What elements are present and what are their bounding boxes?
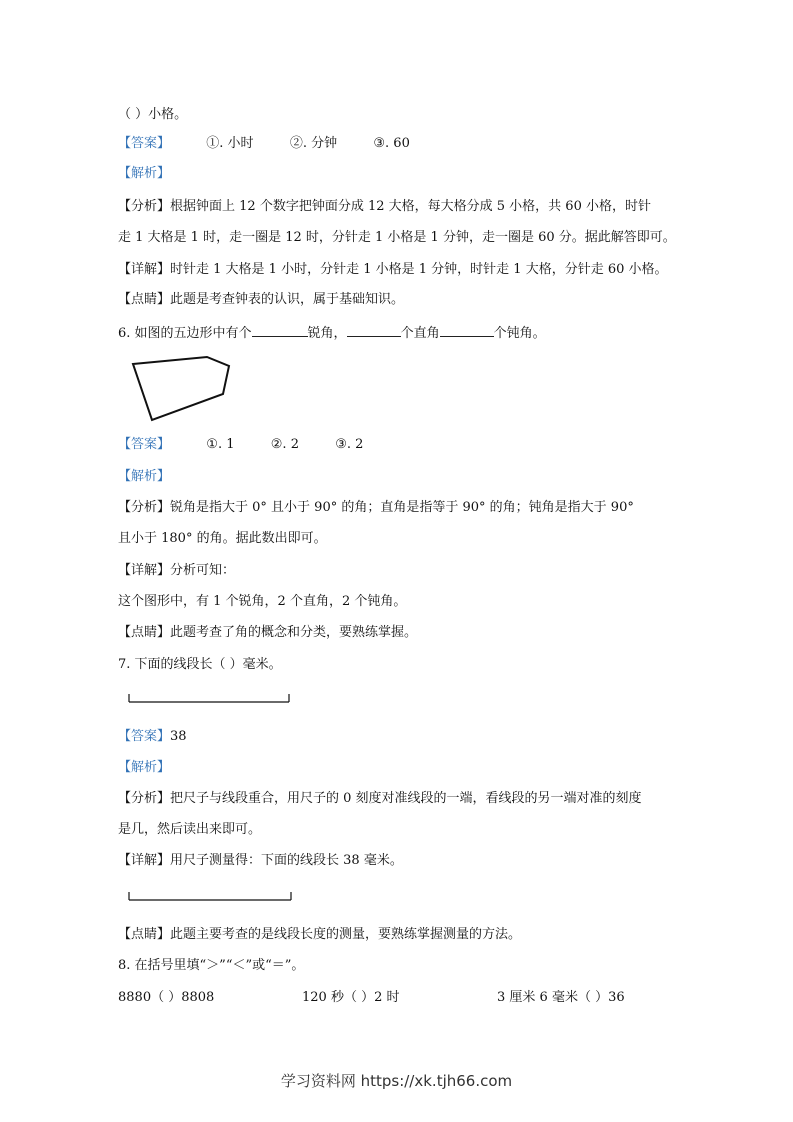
answer-item: ①. 1 bbox=[206, 437, 235, 452]
answer-item: ③. 60 bbox=[373, 136, 410, 151]
q8-item: 8880（ ）8808 bbox=[118, 990, 215, 1005]
q6-fenxi-1 bbox=[118, 499, 634, 517]
blank bbox=[440, 324, 494, 337]
q5-fenxi-2: 走 1 大格是 1 时，走一圈是 12 时，分针走 1 小格是 1 分钟，走一圈是 60 分。据此解答即可。 bbox=[118, 230, 676, 245]
q6-text-2: 锐角， bbox=[307, 326, 347, 341]
q6-answer-row bbox=[118, 436, 363, 454]
dianjing-tag: 【点睛】 bbox=[118, 625, 171, 640]
xiangjie-tag: 【详解】 bbox=[118, 853, 171, 868]
jiexi-tag: 【解析】 bbox=[118, 469, 171, 484]
answer-item: ①. 小时 bbox=[206, 136, 254, 151]
q7-question: 7. 下面的线段长（ ）毫米。 bbox=[118, 657, 282, 672]
fenxi-text: 锐角是指大于 0° 且小于 90° 的角；直角是指等于 90° 的角；钝角是指大于 90° bbox=[170, 500, 634, 515]
line-segment-figure bbox=[125, 692, 295, 706]
q6-text-4: 个钝角。 bbox=[493, 326, 546, 341]
q8-item: 3 厘米 6 毫米（ ）36 bbox=[497, 990, 625, 1005]
answer-tag: 【答案】 bbox=[118, 136, 171, 151]
xiangjie-text: 用尺子测量得：下面的线段长 38 毫米。 bbox=[170, 853, 403, 868]
dianjing-tag: 【点睛】 bbox=[118, 927, 171, 942]
q5-answer-row bbox=[118, 135, 410, 153]
q6-text-3: 个直角 bbox=[400, 326, 440, 341]
dianjing-text: 此题考查了角的概念和分类，要熟练掌握。 bbox=[170, 625, 418, 640]
footer-watermark: 学习资料网 https://xk.tjh66.com bbox=[280, 1072, 513, 1090]
q6-xiangjie bbox=[118, 562, 235, 580]
q8-item: 120 秒（ ）2 时 bbox=[302, 990, 400, 1005]
q6-body: 这个图形中，有 1 个锐角，2 个直角，2 个钝角。 bbox=[118, 594, 407, 609]
xiangjie-text: 分析可知： bbox=[170, 563, 236, 578]
q6-text-1: 6. 如图的五边形中有个 bbox=[118, 326, 252, 341]
answer-tag: 【答案】 bbox=[118, 729, 171, 744]
fenxi-tag: 【分析】 bbox=[118, 791, 171, 806]
q6-question bbox=[118, 324, 546, 343]
fenxi-tag: 【分析】 bbox=[118, 500, 171, 515]
blank bbox=[252, 324, 308, 337]
q7-fenxi-1 bbox=[118, 790, 642, 808]
q7-dianjing bbox=[118, 926, 521, 944]
blank bbox=[347, 324, 401, 337]
xiangjie-text: 时针走 1 大格是 1 小时，分针走 1 小格是 1 分钟，时针走 1 大格，分针走 60 小格。 bbox=[170, 262, 668, 277]
q5-dianjing bbox=[118, 291, 404, 309]
q7-fenxi-2: 是几，然后读出来即可。 bbox=[118, 822, 262, 837]
dianjing-text: 此题主要考查的是线段长度的测量，要熟练掌握测量的方法。 bbox=[170, 927, 522, 942]
fenxi-text: 把尺子与线段重合，用尺子的 0 刻度对准线段的一端，看线段的另一端对准的刻度 bbox=[170, 791, 642, 806]
q8-question: 8. 在括号里填“＞”“＜”或“＝”。 bbox=[118, 958, 305, 973]
q6-dianjing bbox=[118, 624, 417, 642]
q7-answer-row bbox=[118, 728, 187, 746]
dianjing-text: 此题是考查钟表的认识，属于基础知识。 bbox=[170, 292, 405, 307]
q7-xiangjie bbox=[118, 852, 403, 870]
q5-tail: （ ）小格。 bbox=[118, 107, 188, 122]
jiexi-tag: 【解析】 bbox=[118, 760, 171, 775]
jiexi-tag: 【解析】 bbox=[118, 166, 171, 181]
dianjing-tag: 【点睛】 bbox=[118, 292, 171, 307]
fenxi-text: 根据钟面上 12 个数字把钟面分成 12 大格，每大格分成 5 小格，共 60 小格，时针 bbox=[170, 199, 651, 214]
fenxi-tag: 【分析】 bbox=[118, 199, 171, 214]
q5-xiangjie bbox=[118, 261, 668, 279]
answer-item: ②. 2 bbox=[270, 437, 299, 452]
answer-item: ③. 2 bbox=[335, 437, 364, 452]
xiangjie-tag: 【详解】 bbox=[118, 563, 171, 578]
q6-fenxi-2: 且小于 180° 的角。据此数出即可。 bbox=[118, 531, 327, 546]
xiangjie-tag: 【详解】 bbox=[118, 262, 171, 277]
answer-tag: 【答案】 bbox=[118, 437, 171, 452]
q5-fenxi-1 bbox=[118, 198, 651, 216]
pentagon-figure bbox=[125, 352, 240, 427]
answer-item: ②. 分钟 bbox=[289, 136, 338, 151]
answer-value: 38 bbox=[170, 729, 187, 744]
line-segment-figure bbox=[125, 890, 297, 904]
